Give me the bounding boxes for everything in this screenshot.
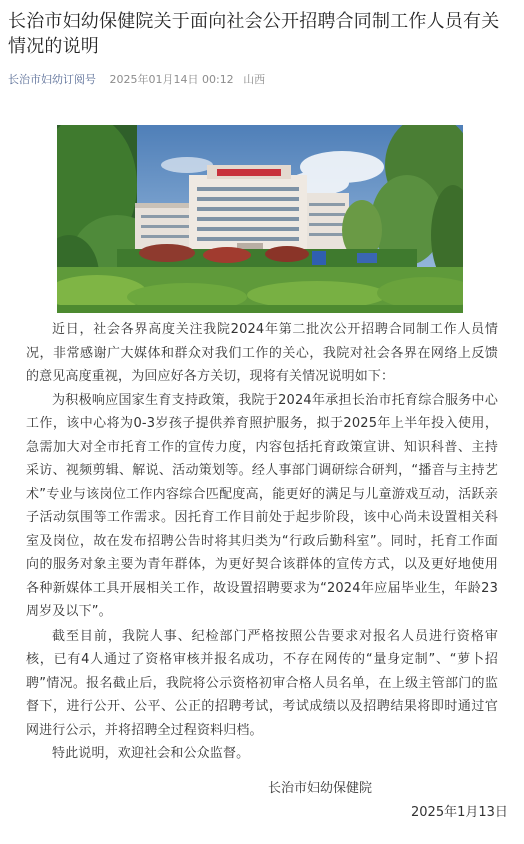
signature-date: 2025年1月13日 bbox=[411, 805, 508, 820]
article-title: 长治市妇幼保健院关于面向社会公开招聘合同制工作人员有关情况的说明 bbox=[8, 11, 500, 57]
paragraph-closing: 特此说明，欢迎社会和公众监督。 bbox=[52, 746, 250, 761]
paragraph-background: 为积极响应国家生育支持政策，我院于2024年承担长治市托育综合服务中心工作，该中心将为0-3岁孩子提供养育照护服务，拟于2025年上半年投入使用，急需加大对全市托育工作的宣传力度，内容包括托育政策宣讲、知识科普、主持采访、视频剪辑、解说、活动策划等。经人事部门调研综合研判，“播音与主持艺术”专业与该岗位工作内容综合匹配度高，能更好的满足与儿童游戏互动，活跃亲子活动氛围等工作需求。因托育工作目前处于起步阶段，该中心尚未设置相关科室及岗位，故在发布招聘公告时将其归类为“行政后勤科室”。同时，托育工作面向的服务对象主要为青年群体，为更好契合该群体的宣传方式，以及更好地使用各种新媒体工具开展相关工作，故设置招聘要求为“2024年应届毕业生，年龄23周岁及以下”。 bbox=[26, 392, 498, 619]
building-sign bbox=[217, 169, 281, 176]
publish-region: 山西 bbox=[243, 73, 266, 86]
hospital-photo[interactable] bbox=[57, 125, 463, 313]
article-body bbox=[26, 318, 498, 766]
account-name[interactable]: 长治市妇幼订阅号 bbox=[8, 73, 96, 86]
main-building bbox=[189, 165, 307, 255]
paragraph-intro: 近日，社会各界高度关注我院2024年第二批次公开招聘合同制工作人员情况，非常感谢广大媒体和群众对我们工作的关心，我院对社会各界在网络上反馈的意见高度重视，为回应好各方关切，现将有关情况说明如下： bbox=[26, 322, 498, 384]
publish-datetime: 2025年01月14日 00:12 bbox=[109, 73, 234, 86]
paragraph-progress: 截至目前，我院人事、纪检部门严格按照公告要求对报名人员进行资格审核，已有4人通过了资格审核并报名成功，不存在网传的“量身定制”、“萝卜招聘”情况。报名截止后，我院将公示资格初审合格人员名单，在上级主管部门的监督下，进行公开、公平、公正的招聘考试，考试成绩以及招聘结果将即时通过官网进行公示，并将招聘全过程资料归档。 bbox=[26, 628, 498, 738]
article-meta bbox=[0, 59, 524, 87]
signature-organization: 长治市妇幼保健院 bbox=[268, 781, 373, 796]
